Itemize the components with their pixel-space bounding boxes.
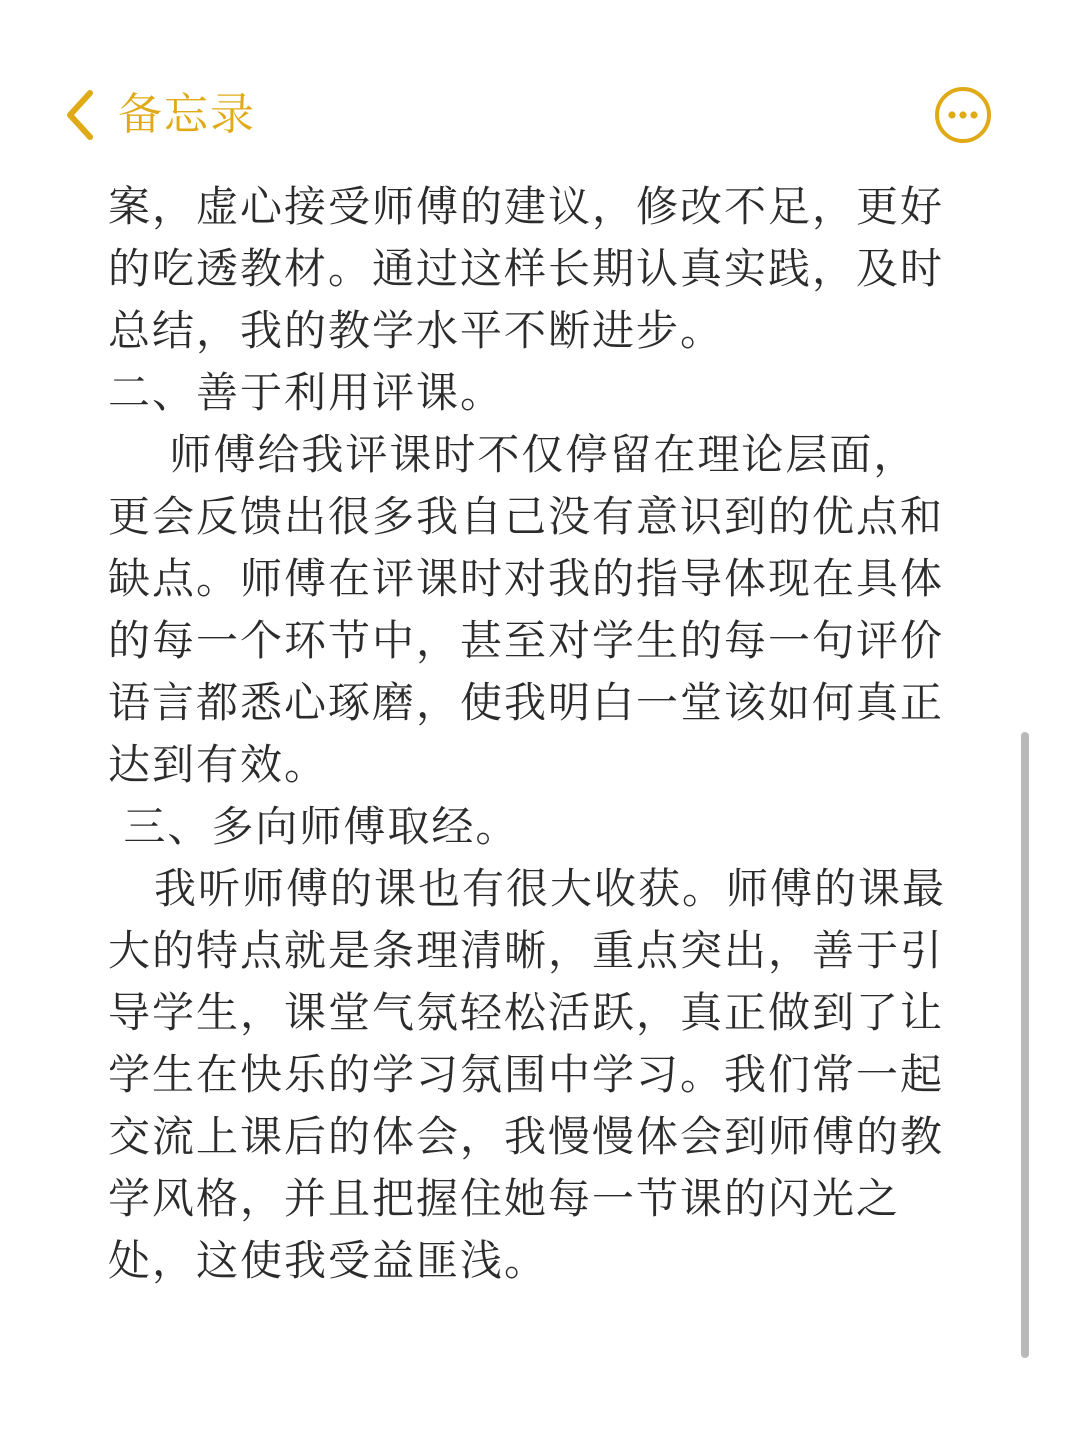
chevron-left-icon [60,87,100,143]
note-line: 导学生，课堂气氛轻松活跃，真正做到了让 [108,988,945,1037]
vertical-scrollbar[interactable] [1021,732,1029,1358]
back-button[interactable] [60,80,256,150]
more-options-button[interactable] [934,86,992,144]
note-line: 学风格，并且把握住她每一节课的闪光之 [108,1174,901,1223]
note-line: 师傅给我评课时不仅停留在理论层面， [108,430,918,479]
navigation-bar [0,70,1080,160]
note-line: 我听师傅的课也有很大收获。师傅的课最 [108,864,947,913]
note-line: 的吃透教材。通过这样长期认真实践，及时 [108,244,945,293]
note-line: 案，虚心接受师傅的建议，修改不足，更好 [108,182,945,231]
note-line: 达到有效。 [108,740,329,789]
note-line: 的每一个环节中，甚至对学生的每一句评价 [108,616,945,665]
note-line: 二、善于利用评课。 [108,368,505,417]
note-line: 处，这使我受益匪浅。 [108,1236,549,1285]
note-line: 交流上课后的体会，我慢慢体会到师傅的教 [108,1112,945,1161]
note-line: 学生在快乐的学习氛围中学习。我们常一起 [108,1050,945,1099]
ellipsis-circle-icon [934,86,992,144]
note-line: 三、多向师傅取经。 [108,802,520,851]
note-line: 总结，我的教学水平不断进步。 [108,306,725,355]
note-content[interactable] [108,176,988,1292]
note-line: 缺点。师傅在评课时对我的指导体现在具体 [108,554,945,603]
note-line: 语言都悉心琢磨，使我明白一堂该如何真正 [108,678,945,727]
back-button-label: 备忘录 [118,89,256,140]
note-line: 大的特点就是条理清晰，重点突出，善于引 [108,926,945,975]
note-line: 更会反馈出很多我自己没有意识到的优点和 [108,492,945,541]
